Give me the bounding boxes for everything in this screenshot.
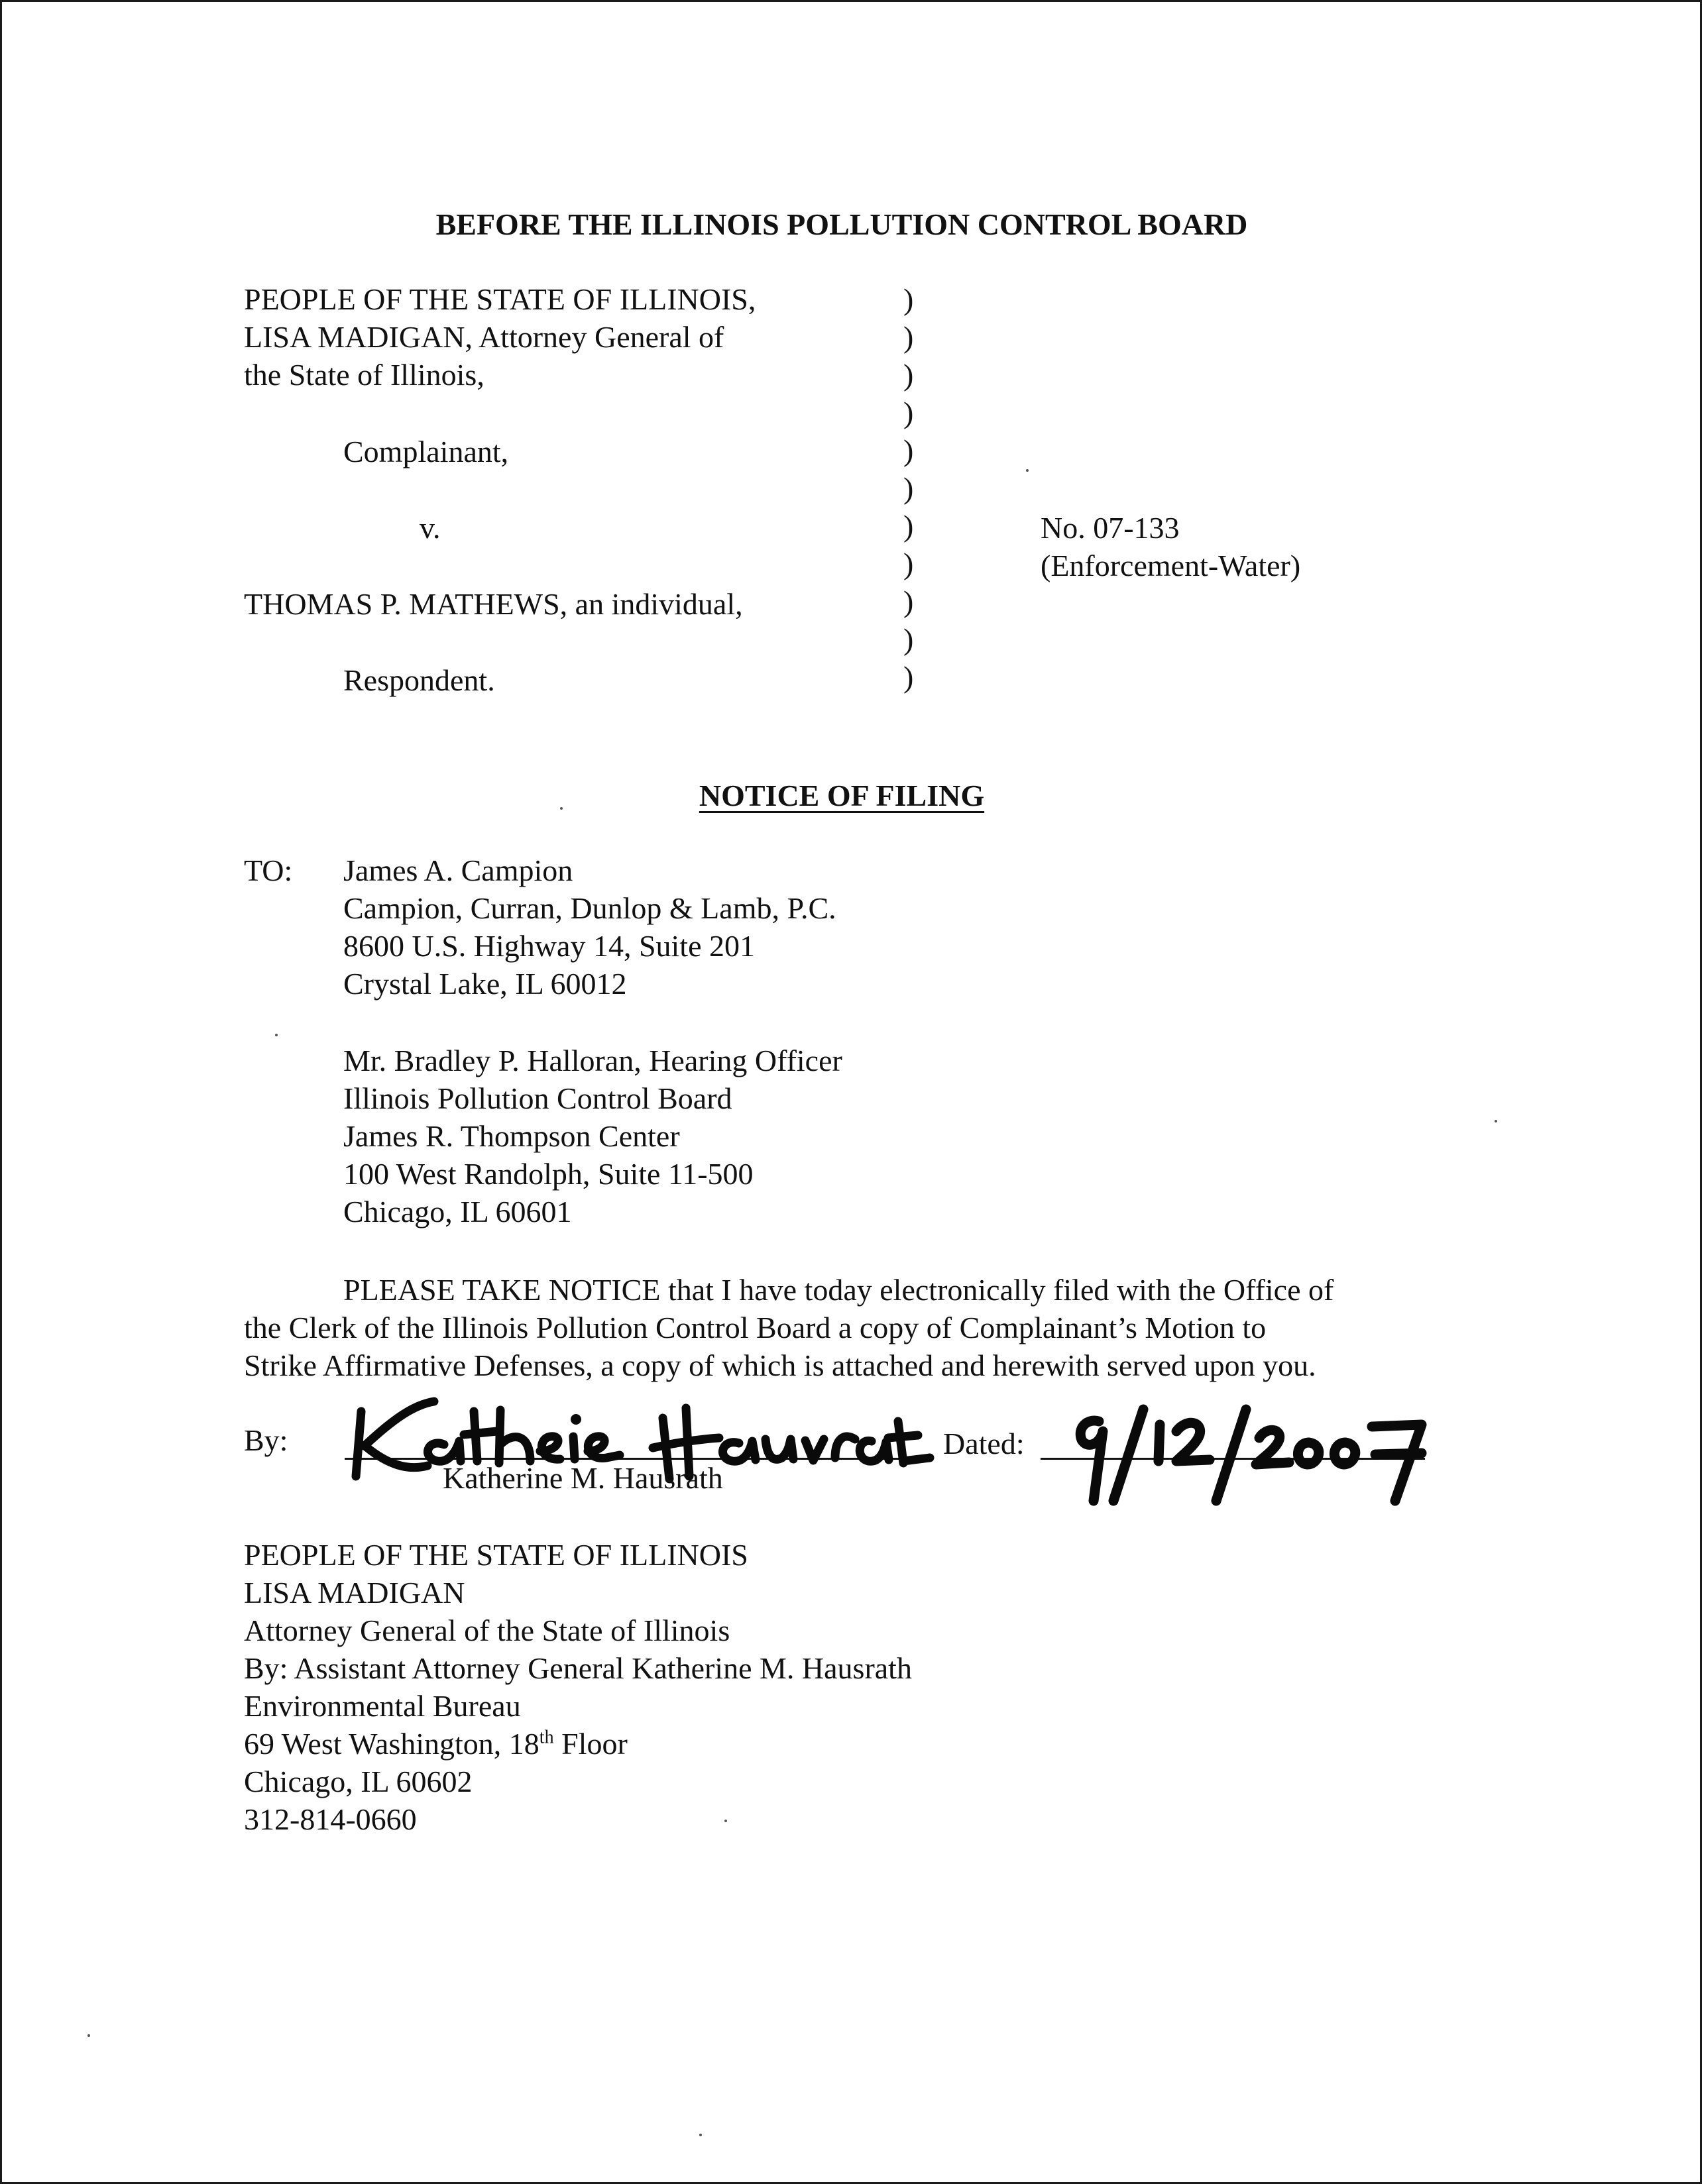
ordinal-suffix: th — [539, 1727, 554, 1748]
address-line: Campion, Curran, Dunlop & Lamb, P.C. — [343, 891, 836, 925]
caption-paren: ) — [903, 471, 914, 505]
party-line: PEOPLE OF THE STATE OF ILLINOIS, — [244, 282, 756, 316]
party-line: the State of Illinois, — [244, 358, 484, 392]
caption-paren: ) — [903, 358, 914, 392]
case-number: No. 07-133 — [1041, 511, 1180, 545]
handwritten-date — [1060, 1401, 1451, 1507]
scan-speck — [699, 2134, 702, 2136]
caption-paren: ) — [903, 396, 914, 429]
scan-speck — [1495, 1120, 1497, 1122]
scan-speck — [560, 807, 563, 810]
caption-paren: ) — [903, 282, 914, 316]
body-line: Strike Affirmative Defenses, a copy of which is attached and herewith served upon you. — [244, 1348, 1316, 1382]
address-line: Crystal Lake, IL 60012 — [343, 967, 627, 1001]
attorney-line: Chicago, IL 60602 — [244, 1765, 473, 1798]
attorney-address-line — [244, 1725, 912, 1763]
address-line: Chicago, IL 60601 — [343, 1195, 572, 1228]
caption-paren: ) — [903, 320, 914, 354]
by-label: By: — [244, 1423, 288, 1457]
attorney-line: Attorney General of the State of Illinois — [244, 1613, 730, 1647]
caption-paren: ) — [903, 622, 914, 656]
to-label: TO: — [244, 853, 293, 887]
address-floor: Floor — [553, 1727, 628, 1761]
caption-paren: ) — [903, 584, 914, 618]
address-line: Mr. Bradley P. Halloran, Hearing Officer — [343, 1044, 842, 1077]
caption-paren: ) — [903, 509, 914, 543]
scan-speck — [1026, 469, 1029, 472]
complainant-role: Complainant, — [343, 435, 509, 468]
dated-label: Dated: — [943, 1427, 1025, 1460]
notice-title-text: NOTICE OF FILING — [699, 779, 985, 812]
address-line: Illinois Pollution Control Board — [343, 1081, 732, 1115]
attorney-line: Environmental Bureau — [244, 1689, 521, 1723]
caption-parties — [244, 280, 756, 394]
body-line: the Clerk of the Illinois Pollution Control Board a copy of Complainant’s Motion to — [244, 1311, 1267, 1344]
scan-speck — [87, 2034, 90, 2037]
attorney-line: LISA MADIGAN — [244, 1576, 465, 1610]
address-street: 69 West Washington, 18 — [244, 1727, 539, 1761]
attorney-block — [244, 1536, 912, 1838]
versus-label: v. — [420, 511, 441, 545]
attorney-line: PEOPLE OF THE STATE OF ILLINOIS — [244, 1538, 748, 1572]
party-line: LISA MADIGAN, Attorney General of — [244, 320, 724, 354]
respondent-role: Respondent. — [343, 663, 495, 697]
address-line: James R. Thompson Center — [343, 1119, 680, 1153]
address-line: James A. Campion — [343, 853, 573, 887]
caption-paren: ) — [903, 547, 914, 580]
scan-speck — [275, 1034, 278, 1036]
signer-name: Katherine M. Hausrath — [443, 1461, 723, 1495]
address-line: 8600 U.S. Highway 14, Suite 201 — [343, 929, 755, 963]
body-line: PLEASE TAKE NOTICE that I have today electronically filed with the Office of — [343, 1273, 1334, 1307]
recipient-address-1 — [343, 851, 836, 1003]
scan-speck — [724, 1820, 727, 1822]
caption-paren: ) — [903, 433, 914, 467]
attorney-phone: 312-814-0660 — [244, 1802, 417, 1836]
recipient-address-2 — [343, 1042, 842, 1230]
board-heading: BEFORE THE ILLINOIS POLLUTION CONTROL BOARD — [435, 207, 1248, 241]
notice-title — [0, 777, 1683, 814]
respondent-name: THOMAS P. MATHEWS, an individual, — [244, 587, 743, 621]
caption-paren: ) — [903, 660, 914, 694]
address-line: 100 West Randolph, Suite 11-500 — [343, 1157, 754, 1191]
attorney-line: By: Assistant Attorney General Katherine M. Hausrath — [244, 1651, 912, 1685]
case-type: (Enforcement-Water) — [1041, 549, 1301, 582]
caption-paren-column — [903, 280, 913, 696]
